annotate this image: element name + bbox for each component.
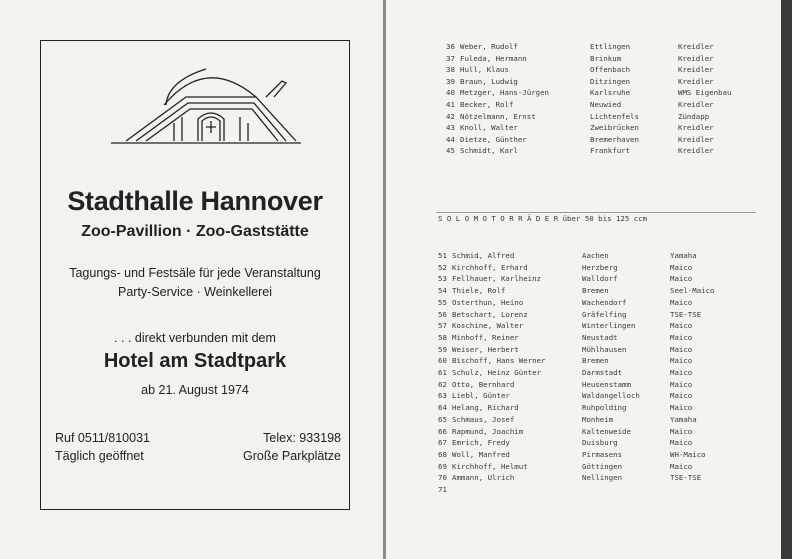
entry-number: 60 — [438, 356, 447, 366]
entry-make: Maico — [670, 368, 693, 377]
entry-make: Maico — [670, 403, 693, 413]
entry-make: Kreidler — [678, 53, 714, 63]
entry-name: Weiser, Herbert — [452, 344, 519, 354]
entry-city: Walldorf — [582, 274, 618, 284]
entry-make: Maico — [670, 461, 693, 471]
entry-city: Zweibrücken — [590, 123, 639, 133]
entry-number: 40 — [446, 88, 455, 98]
entry-make: Maico — [670, 344, 693, 354]
entry-number: 71 — [438, 485, 447, 494]
entry-number: 65 — [438, 414, 447, 424]
ad-telex: Telex: 933198 — [263, 431, 341, 445]
ad-phone: Ruf 0511/810031 — [55, 431, 150, 445]
entry-make: TSE-TSE — [670, 473, 702, 483]
entry-name: Schulz, Heinz Günter — [452, 368, 541, 377]
entry-city: Mühlhausen — [582, 344, 627, 354]
entry-number: 56 — [438, 309, 447, 319]
entry-city: Nellingen — [582, 473, 623, 483]
entry-make: Kreidler — [678, 76, 714, 86]
entry-name: Woll, Manfred — [452, 449, 510, 459]
entry-number: 45 — [446, 146, 455, 156]
entry-city: Bremen — [582, 356, 609, 366]
entry-city: Pirmasens — [582, 449, 623, 459]
entry-make: Maico — [670, 332, 693, 342]
entry-make: Maico — [670, 274, 693, 284]
entry-number: 70 — [438, 473, 447, 483]
entry-city: Herzberg — [582, 262, 618, 272]
entry-city: Offenbach — [590, 65, 631, 75]
entry-name: Fuleda, Hermann — [460, 53, 527, 63]
ad-subtitle: Zoo-Pavillion · Zoo-Gaststätte — [81, 223, 309, 240]
entry-city: Neustadt — [582, 332, 618, 342]
entry-number: 69 — [438, 461, 447, 471]
entry-city: Wachendorf — [582, 297, 627, 307]
entry-name: Ammann, Ulrich — [452, 473, 515, 483]
entry-make: WMS Eigenbau — [678, 88, 732, 98]
ad-connected-line: . . . direkt verbunden mit dem — [114, 331, 276, 345]
entry-city: Frankfurt — [590, 146, 631, 156]
entry-number: 67 — [438, 438, 447, 448]
entry-make: Kreidler — [678, 42, 714, 51]
entry-make: Seel-Maico — [670, 286, 715, 296]
entry-make: Kreidler — [678, 134, 714, 144]
entry-city: Ditzingen — [590, 76, 631, 86]
entry-city: Bremerhaven — [590, 134, 639, 144]
entry-name: Kirchhoff, Helmut — [452, 461, 528, 471]
entry-name: Becker, Rolf — [460, 100, 514, 109]
entry-name: Osterthun, Heino — [452, 297, 524, 307]
entry-make: Kreidler — [678, 146, 714, 156]
entry-number: 68 — [438, 449, 447, 459]
entry-city: Göttingen — [582, 461, 623, 471]
entry-number: 39 — [446, 76, 455, 86]
entry-make: Zündapp — [678, 111, 710, 121]
entry-name: Schmidt, Karl — [460, 146, 518, 156]
entry-city: Darmstadt — [582, 368, 623, 377]
entry-name: Dietze, Günther — [460, 134, 527, 144]
entry-city: Kaltenweide — [582, 426, 631, 436]
page-edge — [781, 0, 792, 559]
entry-make: Maico — [670, 297, 693, 307]
entry-city: Ettlingen — [590, 42, 631, 51]
entry-number: 37 — [446, 53, 455, 63]
entry-name: Koschine, Walter — [452, 321, 524, 331]
ad-date: ab 21. August 1974 — [141, 383, 249, 397]
ad-parking: Große Parkplätze — [243, 449, 341, 463]
entry-city: Duisburg — [582, 438, 618, 448]
entry-name: Rapmund, Joachim — [452, 426, 524, 436]
ad-party-line: Party-Service · Weinkellerei — [118, 285, 272, 299]
entry-number: 59 — [438, 344, 447, 354]
entry-make: Yamaha — [670, 251, 697, 260]
entry-make: Kreidler — [678, 123, 714, 133]
entry-number: 36 — [446, 42, 455, 51]
section-divider — [436, 212, 756, 213]
entry-name: Kirchhoff, Erhard — [452, 262, 528, 272]
entry-name: Minhoff, Reiner — [452, 332, 519, 342]
entry-name: Metzger, Hans-Jürgen — [460, 88, 549, 98]
entry-city: Bremen — [582, 286, 609, 296]
entry-number: 64 — [438, 403, 447, 413]
entry-make: WH-Maico — [670, 449, 706, 459]
entry-name: Nötzelmann, Ernst — [460, 111, 536, 121]
entry-city: Brinkum — [590, 53, 622, 63]
entry-city: Ruhpolding — [582, 403, 627, 413]
entry-number: 53 — [438, 274, 447, 284]
entry-name: Hull, Klaus — [460, 65, 509, 75]
entry-name: Braun, Ludwig — [460, 76, 518, 86]
entry-city: Waldangelloch — [582, 391, 640, 401]
entry-make: Maico — [670, 438, 693, 448]
entry-number: 58 — [438, 332, 447, 342]
entry-make: TSE-TSE — [670, 309, 702, 319]
entry-make: Maico — [670, 426, 693, 436]
entry-name: Helang, Richard — [452, 403, 519, 413]
entry-city: Aachen — [582, 251, 609, 260]
entry-city: Lichtenfels — [590, 111, 639, 121]
entry-make: Yamaha — [670, 414, 697, 424]
ad-opening: Täglich geöffnet — [55, 449, 144, 463]
entry-name: Thiele, Rolf — [452, 286, 506, 296]
advertisement-box — [40, 40, 350, 510]
pavilion-drawing-icon — [101, 41, 311, 151]
entry-make: Kreidler — [678, 65, 714, 75]
ad-title: Stadthalle Hannover — [67, 186, 323, 216]
entry-name: Otto, Bernhard — [452, 379, 515, 389]
entry-name: Weber, Rudolf — [460, 42, 518, 51]
entry-number: 38 — [446, 65, 455, 75]
entry-make: Maico — [670, 379, 693, 389]
entry-number: 42 — [446, 111, 455, 121]
entry-city: Winterlingen — [582, 321, 636, 331]
entry-number: 51 — [438, 251, 447, 260]
entry-name: Fellhauer, Karlheinz — [452, 274, 541, 284]
entry-number: 63 — [438, 391, 447, 401]
entry-name: Bischoff, Hans Werner — [452, 356, 546, 366]
entry-make: Kreidler — [678, 100, 714, 109]
entry-make: Maico — [670, 391, 693, 401]
entry-city: Monheim — [582, 414, 614, 424]
entry-number: 57 — [438, 321, 447, 331]
entry-number: 61 — [438, 368, 447, 377]
entry-name: Schmaus, Josef — [452, 414, 515, 424]
entry-name: Knoll, Walter — [460, 123, 518, 133]
entry-name: Liebl, Günter — [452, 391, 510, 401]
entry-city: Gräfelfing — [582, 309, 627, 319]
entry-number: 62 — [438, 379, 447, 389]
ad-services-line: Tagungs- und Festsäle für jede Veranstaltung — [69, 266, 321, 280]
entry-number: 52 — [438, 262, 447, 272]
entry-make: Maico — [670, 321, 693, 331]
entry-number: 44 — [446, 134, 455, 144]
ad-hotel-name: Hotel am Stadtpark — [103, 350, 287, 372]
entry-number: 41 — [446, 100, 455, 109]
entry-number: 54 — [438, 286, 447, 296]
entry-name: Emrich, Fredy — [452, 438, 510, 448]
entry-city: Heusenstamm — [582, 379, 631, 389]
entry-name: Betschart, Lorenz — [452, 309, 528, 319]
entry-number: 66 — [438, 426, 447, 436]
entry-name: Schmid, Alfred — [452, 251, 515, 260]
entry-number: 43 — [446, 123, 455, 133]
entry-number: 55 — [438, 297, 447, 307]
entry-city: Karlsruhe — [590, 88, 631, 98]
entry-make: Maico — [670, 356, 693, 366]
entry-city: Neuwied — [590, 100, 622, 109]
entry-make: Maico — [670, 262, 693, 272]
section-heading: S O L O M O T O R R Ä D E R über 50 bis 125 ccm — [438, 214, 648, 223]
